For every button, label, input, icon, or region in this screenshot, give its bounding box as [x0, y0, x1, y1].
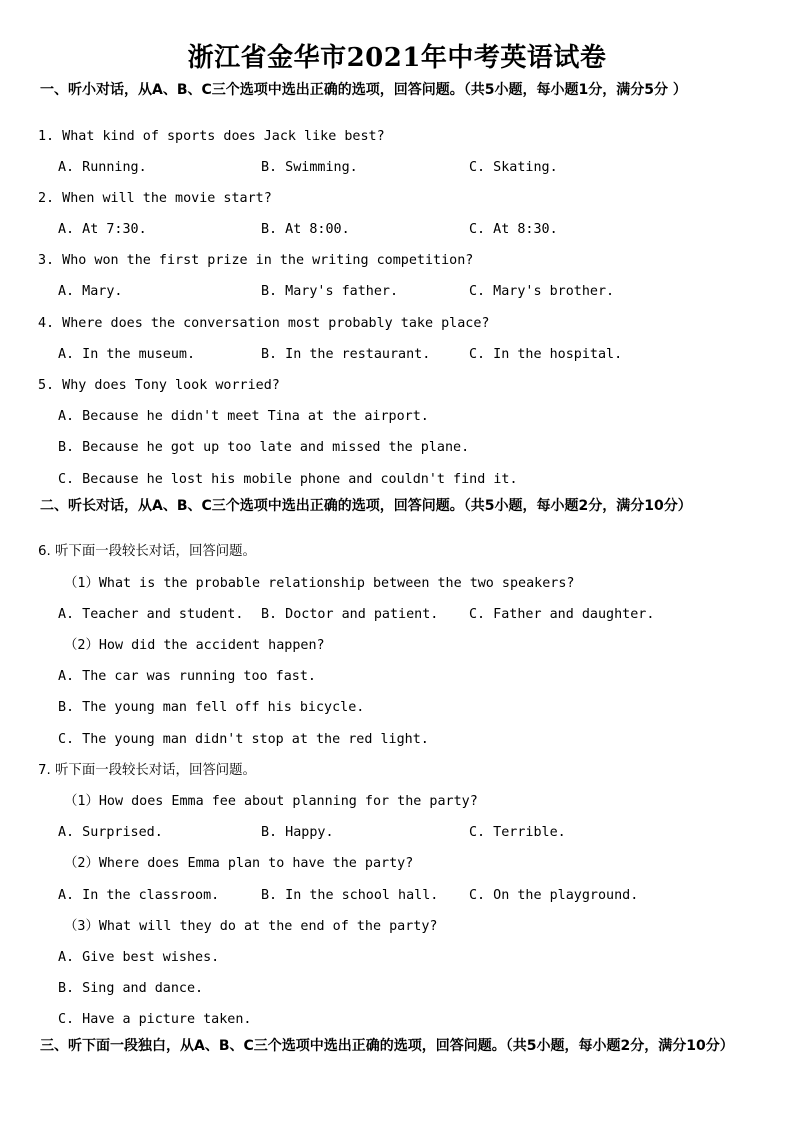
question-7-sub-2-option-a: A. In the classroom.: [58, 888, 220, 903]
question-4-option-a: A. In the museum.: [58, 347, 196, 362]
question-5-option-c: C. Because he lost his mobile phone and couldn't find it.: [58, 472, 518, 487]
question-2-option-c: C. At 8:30.: [469, 222, 558, 237]
question-7-sub-2-option-c: C. On the playground.: [469, 888, 639, 903]
section-heading-2: 二、听长对话，从A、B、C三个选项中选出正确的选项，回答问题。（共5小题，每小题2分，满分10分）: [40, 498, 692, 514]
question-6-sub-2-option-b: B. The young man fell off his bicycle.: [58, 700, 365, 715]
section-heading-3: 三、听下面一段独白，从A、B、C三个选项中选出正确的选项，回答问题。（共5小题，每小题2分，满分10分）: [40, 1038, 734, 1054]
question-6-sub-2-option-a: A. The car was running too fast.: [58, 669, 316, 684]
question-1-option-c: C. Skating.: [469, 160, 558, 175]
question-7-stem: 7. 听下面一段较长对话，回答问题。: [38, 763, 256, 778]
question-7-sub-2: （2）Where does Emma plan to have the party?: [64, 856, 414, 871]
question-7-sub-3-option-b: B. Sing and dance.: [58, 981, 204, 996]
question-6-sub-1-option-c: C. Father and daughter.: [469, 607, 655, 622]
question-5-option-a: A. Because he didn't meet Tina at the airport.: [58, 409, 429, 424]
question-4-option-b: B. In the restaurant.: [261, 347, 431, 362]
question-7-sub-3-option-c: C. Have a picture taken.: [58, 1012, 252, 1027]
question-2-option-a: A. At 7:30.: [58, 222, 147, 237]
question-6-sub-2-option-c: C. The young man didn't stop at the red light.: [58, 732, 429, 747]
question-4-stem: 4. Where does the conversation most probably take place?: [38, 316, 490, 331]
question-6-sub-1: （1）What is the probable relationship between the two speakers?: [64, 576, 575, 591]
question-7-sub-3: （3）What will they do at the end of the party?: [64, 919, 438, 934]
question-3-option-b: B. Mary's father.: [261, 284, 399, 299]
question-2-option-b: B. At 8:00.: [261, 222, 350, 237]
question-7-sub-2-option-b: B. In the school hall.: [261, 888, 439, 903]
question-4-option-c: C. In the hospital.: [469, 347, 623, 362]
question-7-sub-3-option-a: A. Give best wishes.: [58, 950, 220, 965]
question-3-option-c: C. Mary's brother.: [469, 284, 615, 299]
question-1-option-b: B. Swimming.: [261, 160, 358, 175]
question-6-sub-1-option-b: B. Doctor and patient.: [261, 607, 439, 622]
question-7-sub-1-option-a: A. Surprised.: [58, 825, 163, 840]
question-7-sub-1-option-c: C. Terrible.: [469, 825, 566, 840]
question-6-sub-2: （2）How did the accident happen?: [64, 638, 325, 653]
question-6-sub-1-option-a: A. Teacher and student.: [58, 607, 244, 622]
question-7-sub-1: （1）How does Emma fee about planning for the party?: [64, 794, 478, 809]
question-3-stem: 3. Who won the first prize in the writing competition?: [38, 253, 474, 268]
question-7-sub-1-option-b: B. Happy.: [261, 825, 334, 840]
page-title: 浙江省金华市2021年中考英语试卷: [187, 43, 607, 73]
question-3-option-a: A. Mary.: [58, 284, 123, 299]
question-2-stem: 2. When will the movie start?: [38, 191, 272, 206]
question-1-option-a: A. Running.: [58, 160, 147, 175]
question-6-stem: 6. 听下面一段较长对话，回答问题。: [38, 544, 256, 559]
question-1-stem: 1. What kind of sports does Jack like best?: [38, 129, 385, 144]
question-5-stem: 5. Why does Tony look worried?: [38, 378, 280, 393]
question-5-option-b: B. Because he got up too late and missed the plane.: [58, 440, 470, 455]
section-heading-1: 一、听小对话，从A、B、C三个选项中选出正确的选项，回答问题。（共5小题，每小题1分，满分5分 ）: [40, 82, 687, 98]
